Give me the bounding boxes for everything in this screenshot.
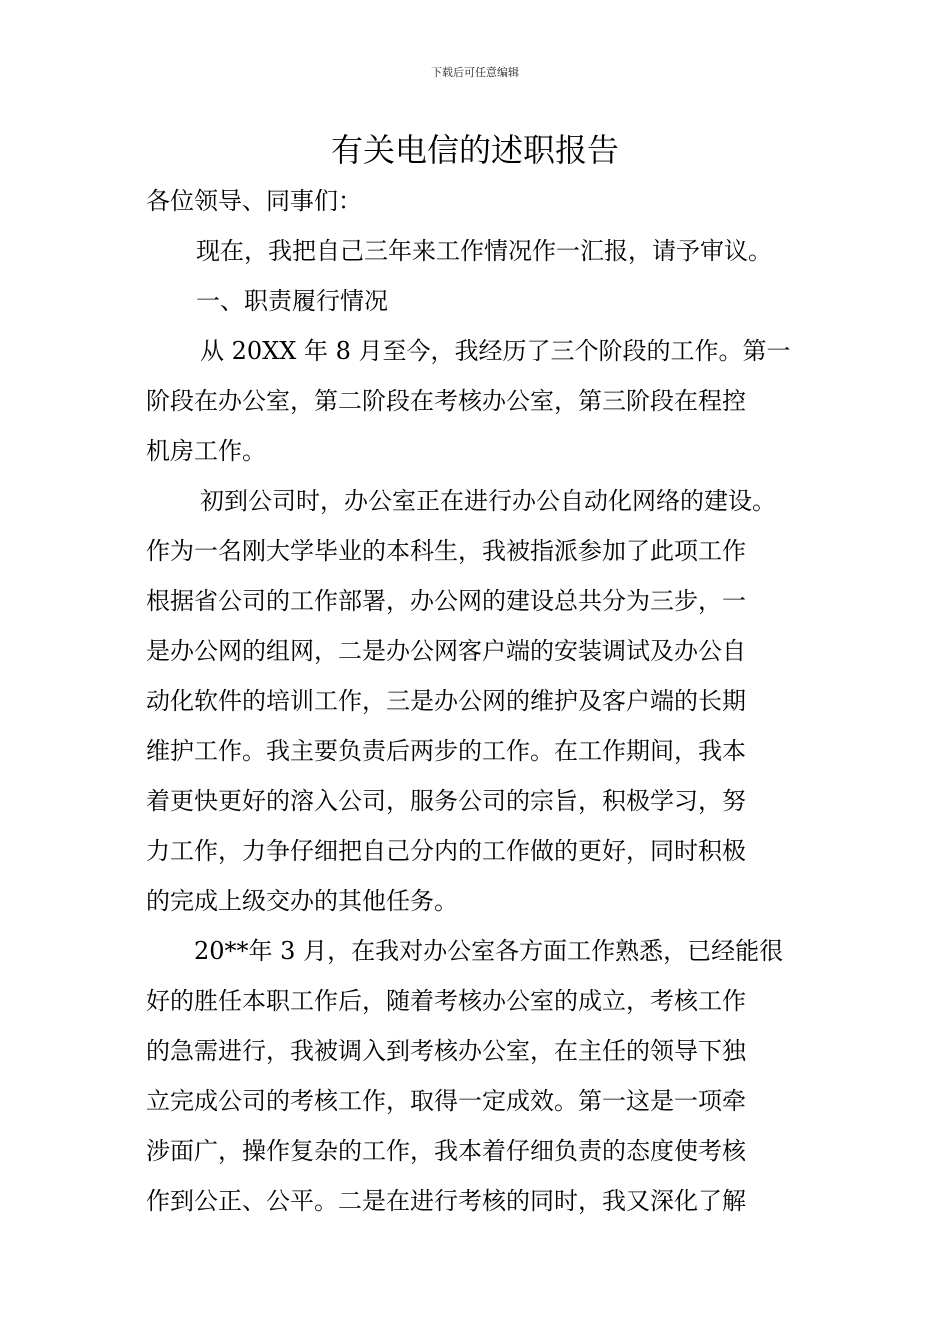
paragraph-line: 作到公正、公平。二是在进行考核的同时，我又深化了解 — [146, 1187, 746, 1215]
paragraph-line: 力工作，力争仔细把自己分内的工作做的更好，同时积极 — [146, 837, 746, 865]
paragraph-line: 涉面广，操作复杂的工作，我本着仔细负责的态度使考核 — [146, 1137, 746, 1165]
document-body — [146, 176, 806, 1226]
paragraph-line: 是办公网的组网，二是办公网客户端的安装调试及办公自 — [146, 637, 746, 665]
section-heading: 一、职责履行情况 — [196, 287, 388, 315]
paragraph-line: 动化软件的培训工作，三是办公网的维护及客户端的长期 — [146, 687, 746, 715]
salutation-line: 各位领导、同事们： — [146, 187, 362, 215]
paragraph-line: 机房工作。 — [146, 437, 266, 465]
paragraph-line: 从 20XX 年 8 月至今，我经历了三个阶段的工作。第一 — [200, 337, 791, 365]
paragraph-line: 现在，我把自己三年来工作情况作一汇报，请予审议。 — [196, 237, 772, 265]
paragraph-line: 20**年 3 月，在我对办公室各方面工作熟悉，已经能很 — [194, 937, 784, 965]
paragraph-line: 好的胜任本职工作后，随着考核办公室的成立，考核工作 — [146, 987, 746, 1015]
paragraph-line: 的急需进行，我被调入到考核办公室，在主任的领导下独 — [146, 1037, 746, 1065]
paragraph-line: 作为一名刚大学毕业的本科生，我被指派参加了此项工作 — [146, 537, 746, 565]
paragraph-line: 着更快更好的溶入公司，服务公司的宗旨，积极学习，努 — [146, 787, 746, 815]
paragraph-line: 维护工作。我主要负责后两步的工作。在工作期间，我本 — [146, 737, 746, 765]
paragraph-line: 根据省公司的工作部署，办公网的建设总共分为三步，一 — [146, 587, 746, 615]
paragraph-line: 阶段在办公室，第二阶段在考核办公室，第三阶段在程控 — [146, 387, 746, 415]
header-note: 下载后可任意编辑 — [431, 66, 519, 79]
document-title: 有关电信的述职报告 — [330, 131, 619, 169]
paragraph-line: 初到公司时，办公室正在进行办公自动化网络的建设。 — [200, 487, 776, 515]
paragraph-line: 的完成上级交办的其他任务。 — [146, 887, 458, 915]
paragraph-line: 立完成公司的考核工作，取得一定成效。第一这是一项牵 — [146, 1087, 746, 1115]
